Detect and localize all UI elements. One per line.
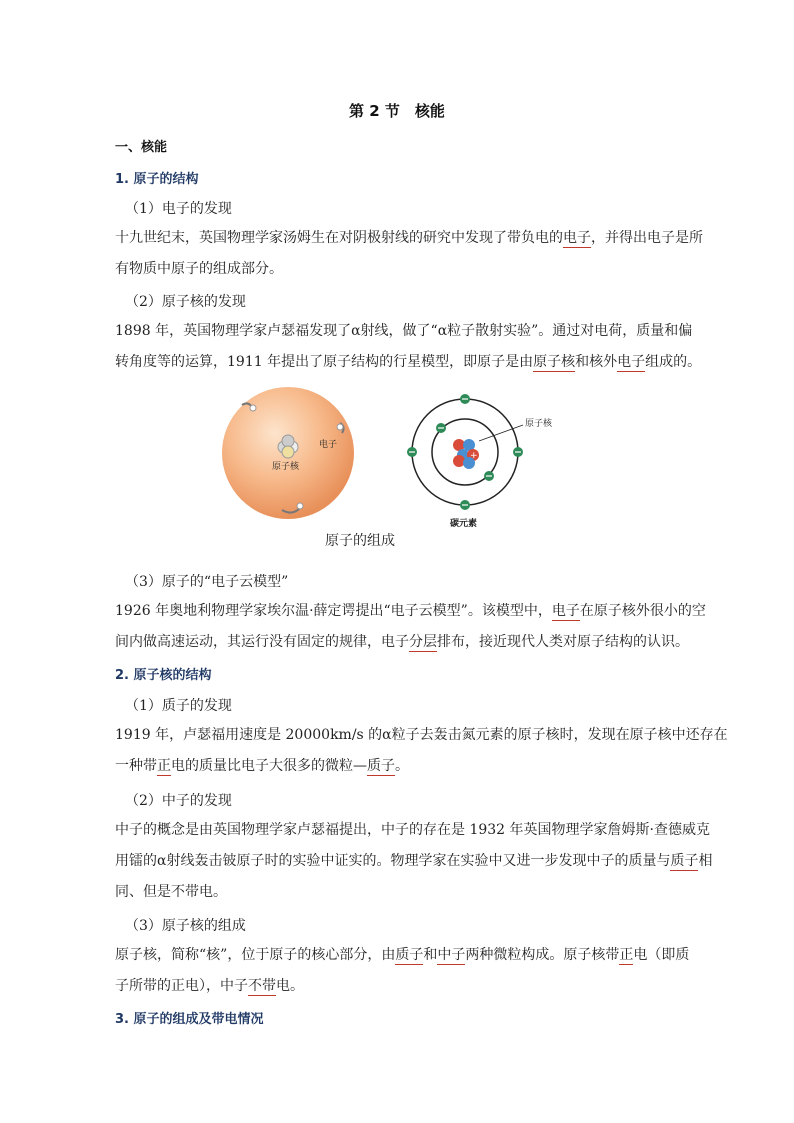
- heading-electron-cloud: （3）原子的“电子云模型”: [125, 574, 289, 590]
- heading-nucleus-discovery: （2）原子核的发现: [125, 294, 246, 310]
- svg-text:+: +: [470, 451, 478, 461]
- label-carbon: 碳元素: [450, 519, 478, 529]
- heading-neutron-discovery: （2）中子的发现: [125, 793, 232, 809]
- label-left-electron: 电子: [319, 440, 338, 450]
- subheading-atom-charge: 3. 原子的组成及带电情况: [115, 1012, 264, 1027]
- figure-caption: 原子的组成: [325, 533, 395, 549]
- heading-proton-discovery: （1）质子的发现: [125, 698, 232, 714]
- label-left-nucleus: 原子核: [272, 462, 300, 472]
- subheading-nucleus-structure: 2. 原子核的结构: [115, 668, 212, 683]
- label-right-nucleus: 原子核: [525, 419, 553, 429]
- atom-sphere-illustration: [222, 387, 354, 519]
- heading-nucleus-composition: （3）原子核的组成: [125, 918, 246, 934]
- paragraph-electron-cloud: 1926 年奥地利物理学家埃尔温·薛定谔提出“电子云模型”。该模型中，电子在原子核外很小的空 间内做高速运动，其运行没有固定的规律，电子分层排布，接近现代人类对原子结构的认识。: [115, 603, 706, 650]
- paragraph-nucleus-composition: 原子核，简称“核”，位于原子的核心部分，由质子和中子两种微粒构成。原子核带正电（即质 子所带的正电），中子不带电。: [115, 947, 690, 994]
- paragraph-electron: 十九世纪末，英国物理学家汤姆生在对阴极射线的研究中发现了带负电的电子，并得出电子是所 有物质中原子的组成部分。: [115, 230, 703, 277]
- section-heading-nuclear-energy: 一、核能: [115, 140, 168, 155]
- heading-electron-discovery: （1）电子的发现: [125, 201, 232, 217]
- paragraph-proton: 1919 年，卢瑟福用速度是 20000km/s 的α粒子去轰击氮元素的原子核时，发现在原子核中还存在 一种带正电的质量比电子大很多的微粒—质子。: [115, 727, 728, 774]
- subheading-atom-structure: 1. 原子的结构: [115, 172, 199, 187]
- carbon-atom-diagram: [407, 394, 553, 529]
- page-title: 第 2 节 核能: [349, 102, 445, 120]
- paragraph-neutron: 中子的概念是由英国物理学家卢瑟福提出，中子的存在是 1932 年英国物理学家詹姆斯·查德威克 用镭的α射线轰击铍原子时的实验中证实的。物理学家在实验中又进一步发现中子的质量与质子相 同、但是不带电。: [115, 822, 713, 900]
- carbon-nucleus-icon: [453, 439, 479, 469]
- paragraph-nucleus: 1898 年，英国物理学家卢瑟福发现了α射线，做了“α粒子散射实验”。通过对电荷，质量和偏 转角度等的运算，1911 年提出了原子结构的行星模型，即原子是由原子核和核外电子组成的。: [115, 323, 702, 370]
